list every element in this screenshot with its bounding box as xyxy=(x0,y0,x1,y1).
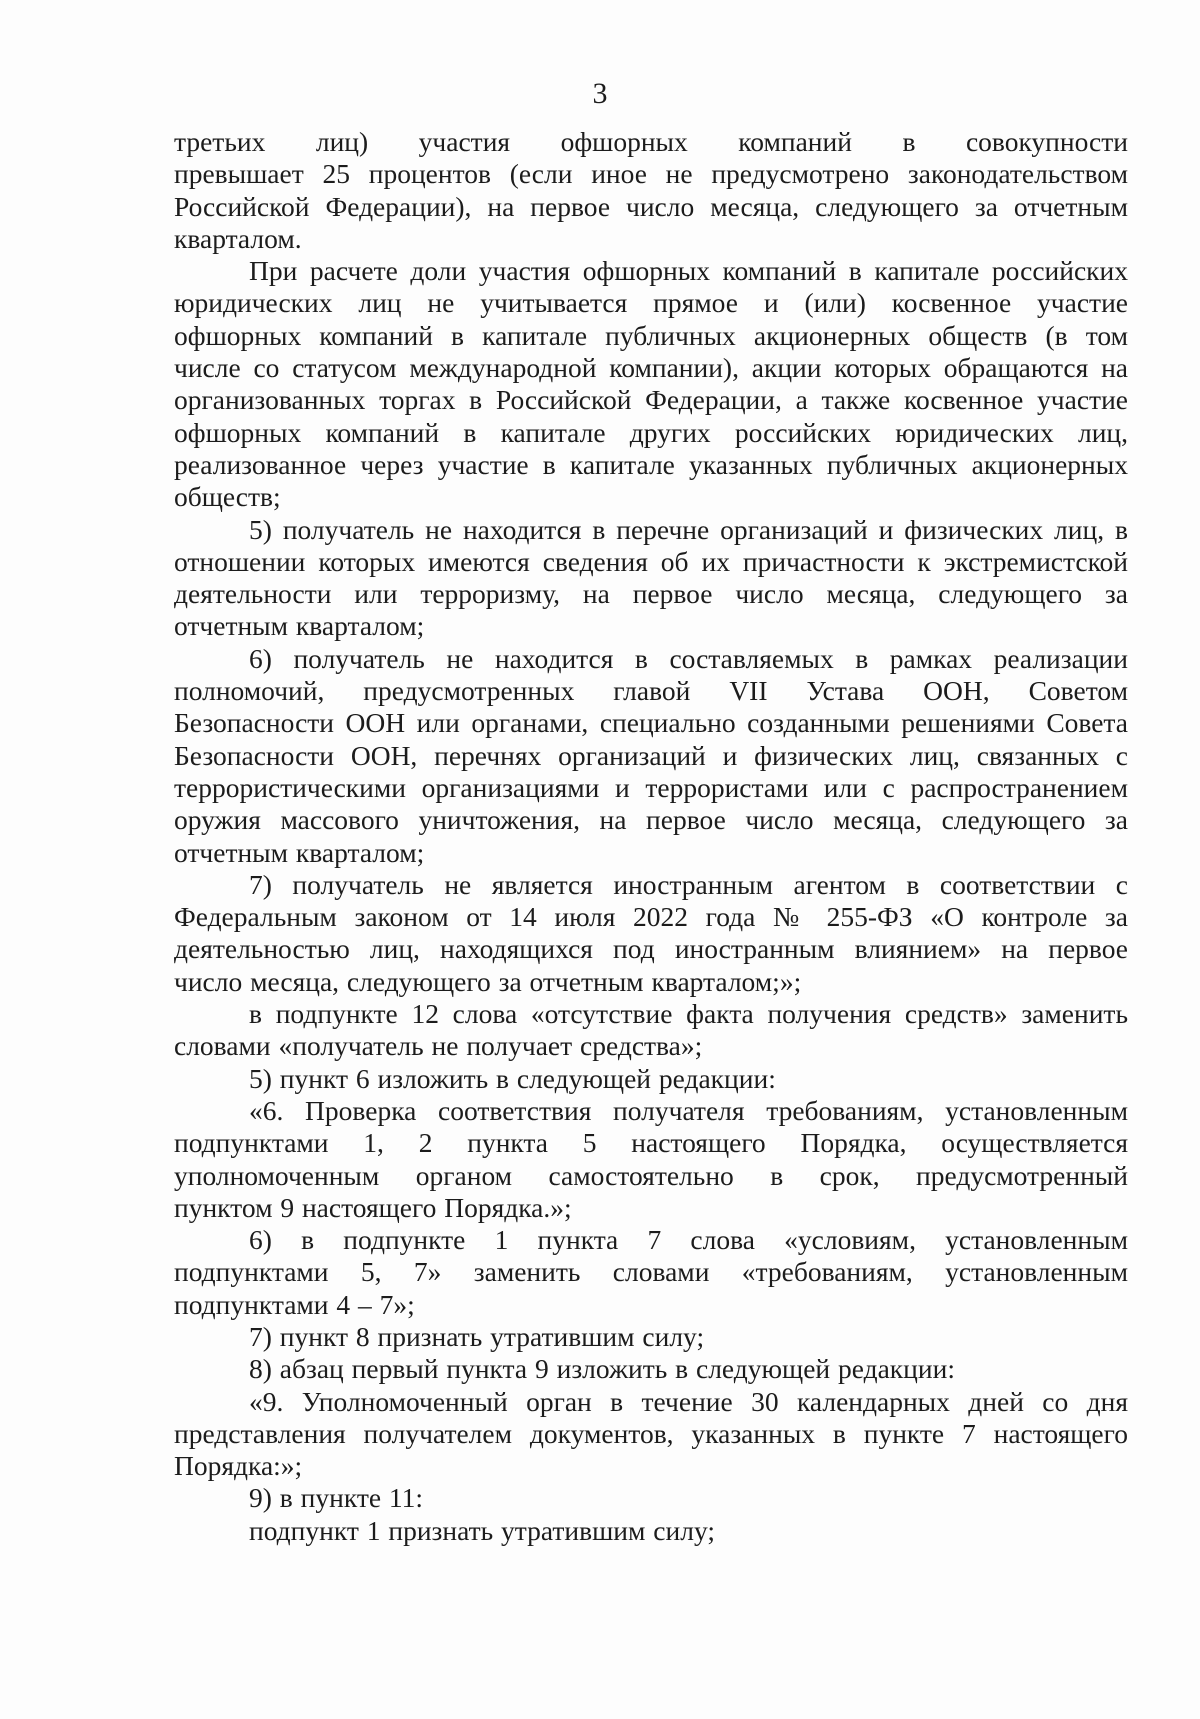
text-line: террористическими организациями и террористами или с распространением xyxy=(174,771,1128,803)
text-line: подпунктами 1, 2 пункта 5 настоящего Порядка, осуществляется xyxy=(174,1127,1128,1159)
text-line: подпунктами 5, 7» заменить словами «требованиям, установленным xyxy=(174,1256,1128,1288)
paragraph-p8 xyxy=(174,1095,1128,1224)
text-line: Безопасности ООН или органами, специально созданными решениями Совета xyxy=(174,707,1128,739)
text-line: полномочий, предусмотренных главой VII Устава ООН, Советом xyxy=(174,675,1128,707)
text-line: третьих лиц) участия офшорных компаний в совокупности xyxy=(174,126,1128,157)
text-line: подпунктами 4 – 7»; xyxy=(174,1288,415,1320)
text-line: офшорных компаний в капитале публичных акционерных обществ (в том xyxy=(174,319,1128,351)
text-line: 5) пункт 6 изложить в следующей редакции: xyxy=(249,1062,776,1094)
text-line: «9. Уполномоченный орган в течение 30 календарных дней со дня xyxy=(249,1385,1128,1417)
text-line: Порядка:»; xyxy=(174,1450,303,1482)
text-line: отчетным кварталом; xyxy=(174,836,425,868)
text-line: офшорных компаний в капитале других российских юридических лиц, xyxy=(174,416,1128,448)
text-line: кварталом. xyxy=(174,222,302,254)
text-line: 7) пункт 8 признать утратившим силу; xyxy=(249,1320,705,1352)
paragraph-p12 xyxy=(174,1386,1128,1483)
paragraph-p1 xyxy=(174,126,1128,255)
text-line: «6. Проверка соответствия получателя требованиям, установленным xyxy=(249,1094,1128,1126)
text-line: 6) в подпункте 1 пункта 7 слова «условиям, установленным xyxy=(249,1224,1128,1256)
paragraph-p5 xyxy=(174,869,1128,998)
text-line: пунктом 9 настоящего Порядка.»; xyxy=(174,1191,572,1223)
paragraph-p6 xyxy=(174,998,1128,1063)
text-line: деятельности или терроризму, на первое число месяца, следующего за xyxy=(174,578,1128,610)
text-line: обществ; xyxy=(174,481,281,513)
page-number: 3 xyxy=(592,77,608,110)
paragraph-p2 xyxy=(174,255,1128,513)
text-line: в подпункте 12 слова «отсутствие факта получения средств» заменить xyxy=(249,998,1128,1030)
text-line: отчетным кварталом; xyxy=(174,610,425,642)
text-line: 8) абзац первый пункта 9 изложить в следующей редакции: xyxy=(249,1353,955,1385)
text-line: организованных торгах в Российской Федерации, а также косвенное участие xyxy=(174,384,1128,416)
text-line: деятельностью лиц, находящихся под иностранным влиянием» на первое xyxy=(174,933,1128,965)
paragraph-p9 xyxy=(174,1224,1128,1321)
text-line: числе со статусом международной компании), акции которых обращаются на xyxy=(174,352,1128,384)
text-line: подпункт 1 признать утратившим силу; xyxy=(249,1514,715,1546)
text-line: Безопасности ООН, перечнях организаций и физических лиц, связанных с xyxy=(174,739,1128,771)
document-body xyxy=(174,126,1128,1547)
paragraph-p7 xyxy=(174,1063,1128,1095)
text-line: реализованное через участие в капитале указанных публичных акционерных xyxy=(174,448,1128,480)
text-line: словами «получатель не получает средства»; xyxy=(174,1030,703,1062)
text-line: юридических лиц не учитывается прямое и (или) косвенное участие xyxy=(174,287,1128,319)
paragraph-p4 xyxy=(174,643,1128,869)
paragraph-p3 xyxy=(174,514,1128,643)
text-line: 6) получатель не находится в составляемых в рамках реализации xyxy=(249,642,1128,674)
text-line: превышает 25 процентов (если иное не предусмотрено законодательством xyxy=(174,158,1128,190)
paragraph-p10 xyxy=(174,1321,1128,1353)
text-line: представления получателем документов, указанных в пункте 7 настоящего xyxy=(174,1417,1128,1449)
text-line: оружия массового уничтожения, на первое число месяца, следующего за xyxy=(174,804,1128,836)
text-line: 5) получатель не находится в перечне организаций и физических лиц, в xyxy=(249,513,1128,545)
text-line: 7) получатель не является иностранным агентом в соответствии с xyxy=(249,868,1128,900)
text-line: отношении которых имеются сведения об их причастности к экстремистской xyxy=(174,545,1128,577)
text-line: Федеральным законом от 14 июля 2022 года № 255-ФЗ «О контроле за xyxy=(174,901,1128,933)
paragraph-p11 xyxy=(174,1353,1128,1385)
paragraph-p13 xyxy=(174,1482,1128,1514)
text-line: число месяца, следующего за отчетным кварталом;»; xyxy=(174,965,802,997)
paragraph-p14 xyxy=(174,1515,1128,1547)
text-line: 9) в пункте 11: xyxy=(249,1482,424,1514)
text-line: уполномоченным органом самостоятельно в срок, предусмотренный xyxy=(174,1159,1128,1191)
text-line: При расчете доли участия офшорных компаний в капитале российских xyxy=(249,255,1128,287)
text-line: Российской Федерации), на первое число месяца, следующего за отчетным xyxy=(174,190,1128,222)
